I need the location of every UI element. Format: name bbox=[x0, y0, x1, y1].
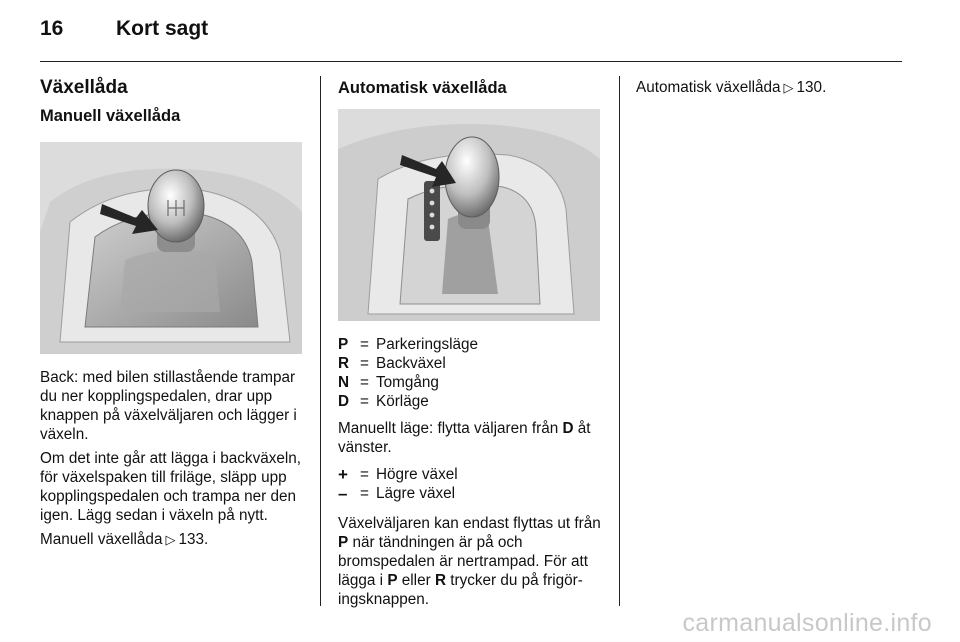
crossref-manual-label: Manuell växellåda bbox=[40, 531, 163, 548]
definition-key: R bbox=[338, 355, 350, 372]
selector-text-4: trycker du på frigöringsknappen. bbox=[338, 572, 583, 608]
definition-equals: = bbox=[360, 374, 369, 391]
column-manual bbox=[40, 76, 305, 549]
definition-equals: = bbox=[360, 336, 369, 353]
manual-mode-key: D bbox=[562, 420, 574, 437]
definition-value: Backväxel bbox=[376, 355, 446, 372]
definition-value: Parkeringsläge bbox=[376, 336, 479, 353]
manual-mode-pre: Manuellt läge: flytta väljaren från bbox=[338, 420, 563, 437]
header-rule bbox=[40, 61, 902, 62]
selector-text-3: eller bbox=[397, 572, 435, 589]
crossref-automatic bbox=[636, 78, 901, 97]
crossref-manual-page: 133. bbox=[178, 531, 209, 548]
subsection-title-automatic: Automatisk växellåda bbox=[338, 79, 507, 97]
gear-row bbox=[338, 484, 603, 503]
manual-mode-post: åt vänster. bbox=[338, 420, 591, 456]
subsection-title-manual: Manuell växellåda bbox=[40, 107, 181, 125]
selector-key-p: P bbox=[338, 534, 349, 551]
definition-row bbox=[338, 335, 603, 354]
minus-icon: – bbox=[338, 484, 348, 503]
gear-value: Högre växel bbox=[376, 466, 458, 483]
definition-value: Tomgång bbox=[376, 374, 439, 391]
selector-key-p2: P bbox=[387, 572, 398, 589]
definition-equals: = bbox=[360, 393, 369, 410]
column-automatic bbox=[338, 76, 603, 609]
manual-gearshift-illustration bbox=[40, 142, 302, 354]
reverse-fail-instruction: Om det inte går att lägga i backväxeln, för växelspaken till friläge, släpp upp kopplingspedalen och trampa ner den igen. Lägg sedan i växeln på nytt. bbox=[40, 450, 302, 524]
selector-key-r: R bbox=[434, 572, 446, 589]
gear-value: Lägre växel bbox=[376, 485, 456, 502]
gear-equals: = bbox=[360, 485, 369, 502]
column-reference bbox=[636, 76, 901, 97]
gear-equals: = bbox=[360, 466, 369, 483]
definition-key: N bbox=[338, 374, 350, 391]
definition-equals: = bbox=[360, 355, 369, 372]
selector-instruction bbox=[338, 514, 603, 609]
triangle-right-icon: ▷ bbox=[165, 532, 176, 547]
definition-key: D bbox=[338, 393, 350, 410]
column-divider-2 bbox=[619, 76, 620, 606]
triangle-right-icon: ▷ bbox=[783, 80, 794, 95]
section-title: Växellåda bbox=[40, 77, 128, 98]
back-gear-instruction: Back: med bilen stillastående trampar du ner kopplingspedalen, drar upp knappen på växelväljaren och lägger i växeln. bbox=[40, 369, 297, 443]
column-divider-1 bbox=[320, 76, 321, 606]
automatic-selector-illustration bbox=[338, 109, 600, 321]
gear-definitions bbox=[338, 465, 603, 503]
definition-row bbox=[338, 392, 603, 411]
selector-text-2: när tändningen är på och bromspedalen är nertrampad. För att lägga i bbox=[338, 534, 588, 589]
chapter-title: Kort sagt bbox=[116, 17, 209, 40]
crossref-automatic-label: Automatisk växellåda bbox=[636, 79, 781, 96]
definition-key: P bbox=[338, 336, 349, 353]
definition-row bbox=[338, 354, 603, 373]
position-definitions bbox=[338, 335, 603, 411]
definition-value: Körläge bbox=[376, 393, 429, 410]
gear-row bbox=[338, 465, 603, 484]
page-number: 16 bbox=[40, 17, 64, 40]
watermark: carmanualsonline.info bbox=[682, 609, 932, 637]
selector-text-1: Växelväljaren kan endast flyttas ut från bbox=[338, 515, 601, 532]
crossref-manual bbox=[40, 530, 305, 549]
definition-row bbox=[338, 373, 603, 392]
plus-icon: + bbox=[338, 465, 348, 484]
manual-mode-text bbox=[338, 419, 603, 457]
crossref-automatic-page: 130. bbox=[796, 79, 827, 96]
